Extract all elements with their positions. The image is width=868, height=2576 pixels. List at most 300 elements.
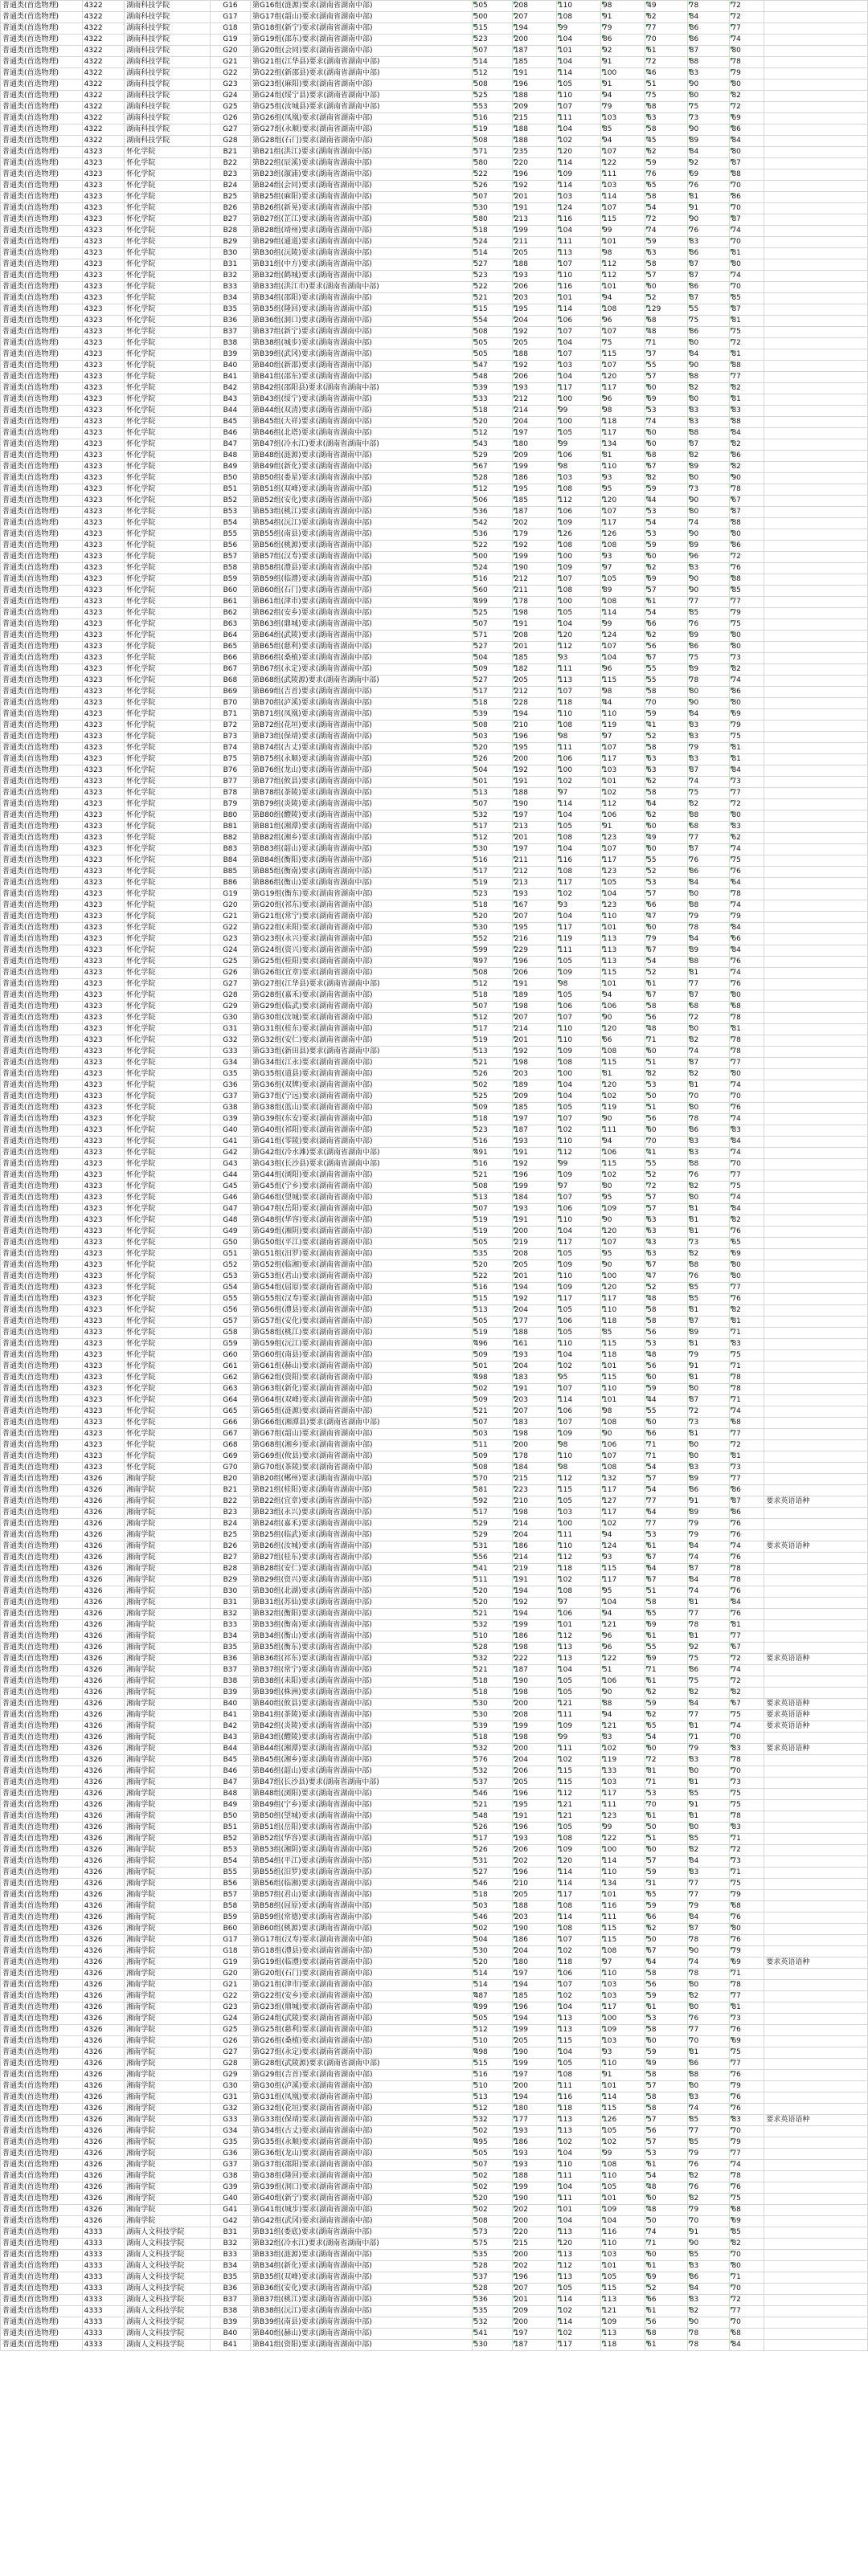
elective1-score-cell[interactable]: 71 (645, 1778, 688, 1789)
elective2-score-cell[interactable]: 85 (687, 1283, 730, 1294)
chinese-score-cell[interactable]: 193 (512, 889, 556, 900)
note-cell[interactable] (764, 1474, 868, 1485)
rank-cell[interactable]: 84 (730, 2340, 764, 2351)
group-name-cell[interactable]: 第G61组(赫山)要求(湖南省湖南中部) (251, 1361, 473, 1373)
subject-type-cell[interactable]: 普通类(首选物理) (1, 147, 83, 158)
school-name-cell[interactable]: 怀化学院 (125, 1204, 211, 1215)
elective2-score-cell[interactable]: 81 (687, 1429, 730, 1440)
elective2-score-cell[interactable]: 90 (687, 2239, 730, 2250)
group-name-cell[interactable]: 第G51组(汨罗)要求(湖南省湖南中部) (251, 1249, 473, 1260)
school-name-cell[interactable]: 怀化学院 (125, 529, 211, 541)
note-cell[interactable] (764, 743, 868, 754)
math-score-cell[interactable]: 118 (556, 1958, 600, 1969)
subject-type-cell[interactable]: 普通类(首选物理) (1, 1305, 83, 1317)
group-name-cell[interactable]: 第B59组(常德)要求(湖南省湖南中部) (251, 1913, 473, 1924)
total-score-cell[interactable]: 507 (472, 46, 512, 57)
elective1-score-cell[interactable]: 66 (645, 2295, 688, 2306)
group-name-cell[interactable]: 第B38组(耒阳)要求(湖南省湖南中部) (251, 1676, 473, 1688)
group-name-cell[interactable]: 第B69组(吉首)要求(湖南省湖南中部) (251, 687, 473, 698)
group-name-cell[interactable]: 第G21组(常宁)要求(湖南省湖南中部) (251, 912, 473, 923)
school-name-cell[interactable]: 怀化学院 (125, 451, 211, 462)
subject-type-cell[interactable]: 普通类(首选物理) (1, 2137, 83, 2149)
subject-type-cell[interactable]: 普通类(首选物理) (1, 2261, 83, 2272)
chinese-score-cell[interactable]: 197 (512, 2070, 556, 2081)
school-name-cell[interactable]: 湖南科技学院 (125, 35, 211, 46)
math-score-cell[interactable]: 100 (556, 597, 600, 608)
elective2-score-cell[interactable]: 83 (687, 721, 730, 732)
math-score-cell[interactable]: 105 (556, 822, 600, 833)
elective2-score-cell[interactable]: 80 (687, 1980, 730, 1991)
subject-type-cell[interactable]: 普通类(首选物理) (1, 799, 83, 810)
school-code-cell[interactable]: 4323 (82, 574, 125, 586)
group-name-cell[interactable]: 第G55组(汉寿)要求(湖南省湖南中部) (251, 1294, 473, 1305)
total-score-cell[interactable]: 525 (472, 608, 512, 619)
subject-type-cell[interactable]: 普通类(首选物理) (1, 754, 83, 765)
subject-type-cell[interactable]: 普通类(首选物理) (1, 1182, 83, 1193)
subject-type-cell[interactable]: 普通类(首选物理) (1, 867, 83, 878)
math-score-cell[interactable]: 110 (556, 1451, 600, 1463)
english-score-cell[interactable]: 80 (601, 1182, 645, 1193)
elective2-score-cell[interactable]: 85 (687, 1834, 730, 1845)
school-name-cell[interactable]: 湖南人文科技学院 (125, 2284, 211, 2295)
group-name-cell[interactable]: 第G48组(华容)要求(湖南省湖南中部) (251, 1215, 473, 1227)
elective1-score-cell[interactable]: 55 (645, 855, 688, 867)
school-name-cell[interactable]: 湘南学院 (125, 2047, 211, 2059)
total-score-cell[interactable]: 502 (472, 2126, 512, 2137)
group-code-cell[interactable]: B43 (210, 1733, 250, 1744)
note-cell[interactable] (764, 1980, 868, 1991)
elective1-score-cell[interactable]: 48 (645, 1350, 688, 1361)
english-score-cell[interactable]: 79 (601, 102, 645, 113)
elective1-score-cell[interactable]: 68 (645, 2329, 688, 2340)
english-score-cell[interactable]: 90 (601, 1114, 645, 1125)
rank-cell[interactable]: 72 (730, 1, 764, 12)
math-score-cell[interactable]: 114 (556, 1913, 600, 1924)
total-score-cell[interactable]: 507 (472, 1002, 512, 1013)
elective1-score-cell[interactable]: 57 (645, 271, 688, 282)
total-score-cell[interactable]: 520 (472, 1958, 512, 1969)
math-score-cell[interactable]: 120 (556, 2239, 600, 2250)
group-name-cell[interactable]: 第G18组(澧县)要求(湖南省湖南中部) (251, 1946, 473, 1958)
school-name-cell[interactable]: 怀化学院 (125, 1361, 211, 1373)
english-score-cell[interactable]: 101 (601, 1890, 645, 1901)
subject-type-cell[interactable]: 普通类(首选物理) (1, 1643, 83, 1654)
school-name-cell[interactable]: 怀化学院 (125, 1024, 211, 1035)
chinese-score-cell[interactable]: 214 (512, 1553, 556, 1564)
school-name-cell[interactable]: 怀化学院 (125, 934, 211, 945)
school-name-cell[interactable]: 怀化学院 (125, 608, 211, 619)
elective2-score-cell[interactable]: 85 (687, 1789, 730, 1800)
elective2-score-cell[interactable]: 76 (687, 1272, 730, 1283)
note-cell[interactable] (764, 934, 868, 945)
subject-type-cell[interactable]: 普通类(首选物理) (1, 878, 83, 889)
note-cell[interactable] (764, 2194, 868, 2205)
english-score-cell[interactable]: 101 (601, 979, 645, 990)
english-score-cell[interactable]: 118 (601, 1317, 645, 1328)
elective1-score-cell[interactable]: 67 (645, 1946, 688, 1958)
school-name-cell[interactable]: 湘南学院 (125, 1845, 211, 1856)
school-code-cell[interactable]: 4323 (82, 1002, 125, 1013)
subject-type-cell[interactable]: 普通类(首选物理) (1, 923, 83, 934)
total-score-cell[interactable]: 516 (472, 1159, 512, 1170)
school-code-cell[interactable]: 4322 (82, 35, 125, 46)
rank-cell[interactable]: 86 (730, 125, 764, 136)
elective1-score-cell[interactable]: 58 (645, 2092, 688, 2104)
group-name-cell[interactable]: 第B50组(娄星)要求(湖南省湖南中部) (251, 473, 473, 484)
elective2-score-cell[interactable]: 82 (687, 1182, 730, 1193)
elective2-score-cell[interactable]: 70 (687, 2216, 730, 2227)
english-score-cell[interactable]: 119 (601, 721, 645, 732)
note-cell[interactable] (764, 496, 868, 507)
total-score-cell[interactable]: 532 (472, 1744, 512, 1755)
elective1-score-cell[interactable]: 55 (645, 1159, 688, 1170)
total-score-cell[interactable]: 516 (472, 1283, 512, 1294)
english-score-cell[interactable]: 107 (601, 327, 645, 338)
elective1-score-cell[interactable]: 68 (645, 316, 688, 327)
total-score-cell[interactable]: 516 (472, 855, 512, 867)
note-cell[interactable] (764, 754, 868, 765)
english-score-cell[interactable]: 96 (601, 664, 645, 676)
math-score-cell[interactable]: 106 (556, 316, 600, 327)
rank-cell[interactable]: 78 (730, 2171, 764, 2182)
school-code-cell[interactable]: 4323 (82, 822, 125, 833)
school-code-cell[interactable]: 4323 (82, 293, 125, 304)
rank-cell[interactable]: 70 (730, 2284, 764, 2295)
subject-type-cell[interactable]: 普通类(首选物理) (1, 1024, 83, 1035)
subject-type-cell[interactable]: 普通类(首选物理) (1, 271, 83, 282)
rank-cell[interactable]: 79 (730, 912, 764, 923)
rank-cell[interactable]: 78 (730, 1047, 764, 1058)
math-score-cell[interactable]: 104 (556, 372, 600, 383)
group-code-cell[interactable]: B85 (210, 867, 250, 878)
subject-type-cell[interactable]: 普通类(首选物理) (1, 563, 83, 574)
chinese-score-cell[interactable]: 223 (512, 1485, 556, 1496)
total-score-cell[interactable]: 521 (472, 1406, 512, 1418)
elective1-score-cell[interactable]: 53 (645, 2014, 688, 2025)
group-name-cell[interactable]: 第B71组(凤凰)要求(湖南省湖南中部) (251, 709, 473, 721)
elective2-score-cell[interactable]: 76 (687, 1170, 730, 1182)
rank-cell[interactable]: 68 (730, 1418, 764, 1429)
school-code-cell[interactable]: 4323 (82, 968, 125, 979)
school-name-cell[interactable]: 湖南人文科技学院 (125, 2227, 211, 2239)
total-score-cell[interactable]: 498 (472, 2047, 512, 2059)
subject-type-cell[interactable]: 普通类(首选物理) (1, 642, 83, 653)
english-score-cell[interactable]: 115 (601, 676, 645, 687)
subject-type-cell[interactable]: 普通类(首选物理) (1, 1654, 83, 1665)
rank-cell[interactable]: 82 (730, 462, 764, 473)
group-name-cell[interactable]: 第G57组(安化)要求(湖南省湖南中部) (251, 1317, 473, 1328)
english-score-cell[interactable]: 100 (601, 2014, 645, 2025)
elective1-score-cell[interactable]: 60 (645, 1125, 688, 1137)
english-score-cell[interactable]: 109 (601, 1204, 645, 1215)
rank-cell[interactable]: 72 (730, 1676, 764, 1688)
english-score-cell[interactable]: 91 (601, 822, 645, 833)
elective1-score-cell[interactable]: 54 (645, 957, 688, 968)
subject-type-cell[interactable]: 普通类(首选物理) (1, 1215, 83, 1227)
elective2-score-cell[interactable]: 81 (687, 1811, 730, 1823)
note-cell[interactable] (764, 1485, 868, 1496)
rank-cell[interactable]: 81 (730, 349, 764, 361)
elective2-score-cell[interactable]: 82 (687, 1991, 730, 2002)
rank-cell[interactable]: 74 (730, 1114, 764, 1125)
subject-type-cell[interactable]: 普通类(首选物理) (1, 1811, 83, 1823)
elective1-score-cell[interactable]: 81 (645, 1766, 688, 1778)
group-name-cell[interactable]: 第G30组(泸溪)要求(湖南省湖南中部) (251, 2081, 473, 2092)
school-name-cell[interactable]: 湘南学院 (125, 1598, 211, 1609)
subject-type-cell[interactable]: 普通类(首选物理) (1, 1789, 83, 1800)
school-code-cell[interactable]: 4333 (82, 2239, 125, 2250)
rank-cell[interactable]: 78 (730, 1980, 764, 1991)
group-code-cell[interactable]: G34 (210, 2126, 250, 2137)
elective2-score-cell[interactable]: 91 (687, 1361, 730, 1373)
group-code-cell[interactable]: B59 (210, 574, 250, 586)
note-cell[interactable] (764, 2227, 868, 2239)
school-code-cell[interactable]: 4333 (82, 2295, 125, 2306)
math-score-cell[interactable]: 107 (556, 1935, 600, 1946)
math-score-cell[interactable]: 112 (556, 1553, 600, 1564)
elective1-score-cell[interactable]: 54 (645, 203, 688, 214)
english-score-cell[interactable]: 83 (601, 1733, 645, 1744)
rank-cell[interactable]: 79 (730, 68, 764, 80)
school-code-cell[interactable]: 4326 (82, 2126, 125, 2137)
elective1-score-cell[interactable]: 47 (645, 1272, 688, 1283)
group-name-cell[interactable]: 第B47组(长沙县)要求(湖南省湖南中部) (251, 1778, 473, 1789)
note-cell[interactable] (764, 2002, 868, 2014)
group-code-cell[interactable]: G32 (210, 1035, 250, 1047)
math-score-cell[interactable]: 109 (556, 1429, 600, 1440)
english-score-cell[interactable]: 117 (601, 1789, 645, 1800)
elective2-score-cell[interactable]: 77 (687, 979, 730, 990)
chinese-score-cell[interactable]: 193 (512, 2126, 556, 2137)
note-cell[interactable] (764, 968, 868, 979)
subject-type-cell[interactable]: 普通类(首选物理) (1, 248, 83, 259)
note-cell[interactable] (764, 80, 868, 91)
rank-cell[interactable]: 84 (730, 428, 764, 439)
group-code-cell[interactable]: G38 (210, 1103, 250, 1114)
group-name-cell[interactable]: 第B27组(桂东)要求(湖南省湖南中部) (251, 1553, 473, 1564)
school-code-cell[interactable]: 4326 (82, 1969, 125, 1980)
group-code-cell[interactable]: G32 (210, 2104, 250, 2115)
elective2-score-cell[interactable]: 90 (687, 698, 730, 709)
elective2-score-cell[interactable]: 83 (687, 732, 730, 743)
rank-cell[interactable]: 80 (730, 46, 764, 57)
english-score-cell[interactable]: 107 (601, 642, 645, 653)
subject-type-cell[interactable]: 普通类(首选物理) (1, 1901, 83, 1913)
english-score-cell[interactable]: 120 (601, 1283, 645, 1294)
chinese-score-cell[interactable]: 188 (512, 136, 556, 147)
school-code-cell[interactable]: 4323 (82, 1092, 125, 1103)
subject-type-cell[interactable]: 普通类(首选物理) (1, 417, 83, 428)
elective1-score-cell[interactable]: 67 (645, 1260, 688, 1272)
school-name-cell[interactable]: 怀化学院 (125, 192, 211, 203)
note-cell[interactable] (764, 316, 868, 327)
note-cell[interactable] (764, 473, 868, 484)
group-code-cell[interactable]: G17 (210, 12, 250, 23)
rank-cell[interactable]: 77 (730, 2059, 764, 2070)
subject-type-cell[interactable]: 普通类(首选物理) (1, 529, 83, 541)
subject-type-cell[interactable]: 普通类(首选物理) (1, 1980, 83, 1991)
rank-cell[interactable]: 84 (730, 765, 764, 777)
note-cell[interactable] (764, 698, 868, 709)
elective2-score-cell[interactable]: 71 (687, 1733, 730, 1744)
elective2-score-cell[interactable]: 85 (687, 2250, 730, 2261)
chinese-score-cell[interactable]: 192 (512, 541, 556, 552)
elective1-score-cell[interactable]: 61 (645, 1676, 688, 1688)
group-code-cell[interactable]: B61 (210, 597, 250, 608)
elective2-score-cell[interactable]: 81 (687, 1373, 730, 1384)
subject-type-cell[interactable]: 普通类(首选物理) (1, 372, 83, 383)
elective1-score-cell[interactable]: 61 (645, 46, 688, 57)
school-code-cell[interactable]: 4323 (82, 1350, 125, 1361)
rank-cell[interactable]: 74 (730, 2160, 764, 2171)
elective2-score-cell[interactable]: 84 (687, 349, 730, 361)
subject-type-cell[interactable]: 普通类(首选物理) (1, 957, 83, 968)
group-name-cell[interactable]: 第B57组(汉寿)要求(湖南省湖南中部) (251, 552, 473, 563)
chinese-score-cell[interactable]: 228 (512, 698, 556, 709)
elective2-score-cell[interactable]: 80 (687, 687, 730, 698)
total-score-cell[interactable]: 536 (472, 507, 512, 518)
english-score-cell[interactable]: 122 (601, 158, 645, 169)
note-cell[interactable] (764, 1328, 868, 1339)
school-name-cell[interactable]: 怀化学院 (125, 788, 211, 799)
note-cell[interactable] (764, 2306, 868, 2317)
subject-type-cell[interactable]: 普通类(首选物理) (1, 2070, 83, 2081)
group-code-cell[interactable]: G22 (210, 923, 250, 934)
total-score-cell[interactable]: 497 (472, 957, 512, 968)
english-score-cell[interactable]: 95 (601, 1193, 645, 1204)
chinese-score-cell[interactable]: 182 (512, 664, 556, 676)
elective2-score-cell[interactable]: 73 (687, 1418, 730, 1429)
subject-type-cell[interactable]: 普通类(首选物理) (1, 2081, 83, 2092)
math-score-cell[interactable]: 110 (556, 91, 600, 102)
school-name-cell[interactable]: 怀化学院 (125, 1418, 211, 1429)
group-name-cell[interactable]: 第B49组(新化)要求(湖南省湖南中部) (251, 462, 473, 473)
english-score-cell[interactable]: 90 (601, 1688, 645, 1699)
english-score-cell[interactable]: 98 (601, 248, 645, 259)
elective1-score-cell[interactable]: 54 (645, 1733, 688, 1744)
math-score-cell[interactable]: 107 (556, 574, 600, 586)
math-score-cell[interactable]: 105 (556, 990, 600, 1002)
elective2-score-cell[interactable]: 81 (687, 1778, 730, 1789)
rank-cell[interactable]: 75 (730, 1710, 764, 1721)
chinese-score-cell[interactable]: 216 (512, 934, 556, 945)
math-score-cell[interactable]: 99 (556, 23, 600, 35)
note-cell[interactable] (764, 91, 868, 102)
elective2-score-cell[interactable]: 84 (687, 1541, 730, 1553)
chinese-score-cell[interactable]: 201 (512, 1272, 556, 1283)
english-score-cell[interactable]: 103 (601, 2250, 645, 2261)
english-score-cell[interactable]: 117 (601, 1508, 645, 1519)
school-name-cell[interactable]: 湘南学院 (125, 1834, 211, 1845)
elective1-score-cell[interactable]: 74 (645, 417, 688, 428)
school-name-cell[interactable]: 怀化学院 (125, 923, 211, 934)
math-score-cell[interactable]: 113 (556, 2014, 600, 2025)
chinese-score-cell[interactable]: 199 (512, 1182, 556, 1193)
subject-type-cell[interactable]: 普通类(首选物理) (1, 676, 83, 687)
rank-cell[interactable]: 76 (730, 2182, 764, 2194)
total-score-cell[interactable]: 503 (472, 1901, 512, 1913)
math-score-cell[interactable]: 111 (556, 743, 600, 754)
subject-type-cell[interactable]: 普通类(首选物理) (1, 1733, 83, 1744)
group-code-cell[interactable]: G20 (210, 1969, 250, 1980)
math-score-cell[interactable]: 109 (556, 1047, 600, 1058)
subject-type-cell[interactable]: 普通类(首选物理) (1, 1800, 83, 1811)
chinese-score-cell[interactable]: 190 (512, 2194, 556, 2205)
total-score-cell[interactable]: 514 (472, 248, 512, 259)
english-score-cell[interactable]: 107 (601, 844, 645, 855)
total-score-cell[interactable]: 507 (472, 799, 512, 810)
note-cell[interactable] (764, 1598, 868, 1609)
subject-type-cell[interactable]: 普通类(首选物理) (1, 1890, 83, 1901)
subject-type-cell[interactable]: 普通类(首选物理) (1, 1508, 83, 1519)
school-code-cell[interactable]: 4326 (82, 1485, 125, 1496)
chinese-score-cell[interactable]: 220 (512, 158, 556, 169)
elective1-score-cell[interactable]: 69 (645, 574, 688, 586)
total-score-cell[interactable]: 522 (472, 169, 512, 181)
rank-cell[interactable]: 80 (730, 259, 764, 271)
chinese-score-cell[interactable]: 189 (512, 1080, 556, 1092)
school-code-cell[interactable]: 4323 (82, 237, 125, 248)
subject-type-cell[interactable]: 普通类(首选物理) (1, 383, 83, 394)
english-score-cell[interactable]: 110 (601, 2171, 645, 2182)
chinese-score-cell[interactable]: 213 (512, 822, 556, 833)
total-score-cell[interactable]: 533 (472, 394, 512, 406)
total-score-cell[interactable]: 502 (472, 2205, 512, 2216)
school-name-cell[interactable]: 湘南学院 (125, 1541, 211, 1553)
school-code-cell[interactable]: 4323 (82, 912, 125, 923)
group-name-cell[interactable]: 第B24组(会同)要求(湖南省湖南中部) (251, 181, 473, 192)
note-cell[interactable] (764, 259, 868, 271)
group-name-cell[interactable]: 第G19组(临澧)要求(湖南省湖南中部) (251, 1958, 473, 1969)
elective2-score-cell[interactable]: 78 (687, 1935, 730, 1946)
math-score-cell[interactable]: 108 (556, 833, 600, 844)
elective1-score-cell[interactable]: 59 (645, 541, 688, 552)
elective1-score-cell[interactable]: 52 (645, 968, 688, 979)
math-score-cell[interactable]: 120 (556, 147, 600, 158)
subject-type-cell[interactable]: 普通类(首选物理) (1, 1035, 83, 1047)
elective1-score-cell[interactable]: 48 (645, 2182, 688, 2194)
rank-cell[interactable]: 80 (730, 1272, 764, 1283)
total-score-cell[interactable]: 517 (472, 822, 512, 833)
total-score-cell[interactable]: 521 (472, 1170, 512, 1182)
rank-cell[interactable]: 73 (730, 1778, 764, 1789)
subject-type-cell[interactable]: 普通类(首选物理) (1, 2160, 83, 2171)
subject-type-cell[interactable]: 普通类(首选物理) (1, 1137, 83, 1148)
chinese-score-cell[interactable]: 200 (512, 1227, 556, 1238)
note-cell[interactable] (764, 1159, 868, 1170)
group-code-cell[interactable]: B22 (210, 158, 250, 169)
subject-type-cell[interactable]: 普通类(首选物理) (1, 1631, 83, 1643)
subject-type-cell[interactable]: 普通类(首选物理) (1, 2092, 83, 2104)
english-score-cell[interactable]: 94 (601, 990, 645, 1002)
chinese-score-cell[interactable]: 204 (512, 1946, 556, 1958)
rank-cell[interactable]: 70 (730, 2250, 764, 2261)
rank-cell[interactable]: 70 (730, 2126, 764, 2137)
group-code-cell[interactable]: B68 (210, 676, 250, 687)
group-name-cell[interactable]: 第B51组(双峰)要求(湖南省湖南中部) (251, 484, 473, 496)
rank-cell[interactable]: 80 (730, 631, 764, 642)
school-code-cell[interactable]: 4326 (82, 1609, 125, 1620)
school-name-cell[interactable]: 怀化学院 (125, 406, 211, 417)
elective2-score-cell[interactable]: 91 (687, 2227, 730, 2239)
school-code-cell[interactable]: 4323 (82, 923, 125, 934)
group-name-cell[interactable]: 第B22组(辰溪)要求(湖南省湖南中部) (251, 158, 473, 169)
english-score-cell[interactable]: 51 (601, 1665, 645, 1676)
rank-cell[interactable]: 75 (730, 327, 764, 338)
math-score-cell[interactable]: 114 (556, 1395, 600, 1406)
english-score-cell[interactable]: 108 (601, 304, 645, 316)
math-score-cell[interactable]: 99 (556, 1733, 600, 1744)
